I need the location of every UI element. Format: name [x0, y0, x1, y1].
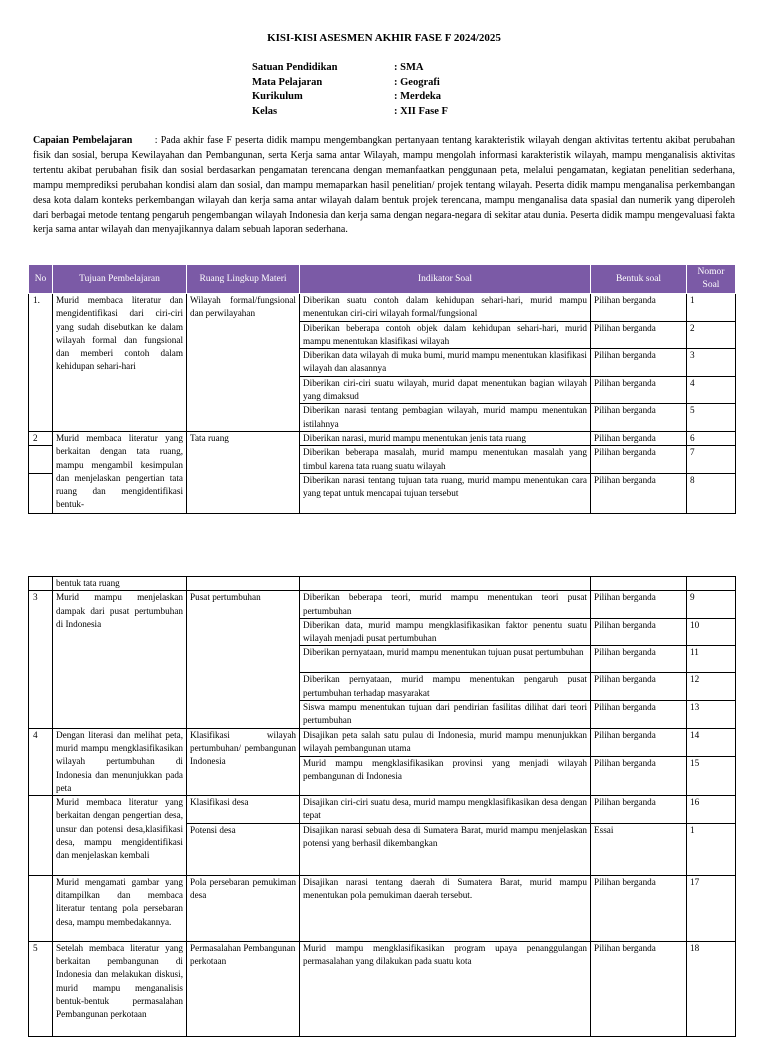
nomor-cell: 13 — [687, 701, 736, 729]
nomor-cell: 1 — [687, 294, 736, 322]
ruang-lingkup-cell: Pola persebaran pemukiman desa — [187, 875, 300, 941]
header-no: No — [29, 265, 53, 294]
indikator-cell: Diberikan beberapa teori, murid mampu menentukan teori pusat pertumbuhan — [300, 591, 591, 619]
nomor-cell: 3 — [687, 349, 736, 377]
nomor-cell: 1 — [687, 823, 736, 875]
bentuk-cell: Pilihan berganda — [591, 646, 687, 673]
row-number: 4 — [29, 728, 53, 795]
tujuan-cell: Dengan literasi dan melihat peta, murid mampu mengklasifikasikan wilayah pertumbuhan di Indonesia dan menunjukkan pada peta — [53, 728, 187, 795]
meta-value: : Merdeka — [394, 91, 441, 102]
tujuan-cell: Setelah membaca literatur yang berkaitan pembangunan di Indonesia dan melakukan diskusi, murid mampu menganalisis bentuk-bentuk permasalahan Pembangunan perkotaan — [53, 941, 187, 1036]
ruang-lingkup-cell: Potensi desa — [187, 823, 300, 875]
indikator-cell: Diberikan beberapa contoh objek dalam kehidupan sehari-hari, murid mampu menentukan klasifikasi wilayah — [300, 321, 591, 349]
table-header-row — [29, 265, 736, 294]
header-bentuk: Bentuk soal — [591, 265, 687, 294]
table-row — [29, 728, 736, 756]
capaian-pembelajaran — [33, 134, 735, 238]
nomor-cell: 5 — [687, 404, 736, 432]
table-row — [29, 577, 736, 591]
indikator-cell: Diberikan narasi tentang tujuan tata ruang, murid mampu menentukan cara yang tepat untuk mencapai tujuan tersebut — [300, 473, 591, 513]
nomor-cell: 12 — [687, 673, 736, 701]
document-meta — [252, 62, 448, 120]
table-row — [29, 591, 736, 619]
capaian-text: : Pada akhir fase F peserta didik mampu mengembangkan pertanyaan tentang karakteristik wilayah dengan aktivitas tertentu akibat perubahan fisik dan sosial, berupa Kewilayahan dan Pembangunan, serta Kerja sama antar Wilayah, mampu mengolah informasi karakteristik wilayah, mampu menganalisis aktivitas tertentu akibat perubahan fisik dan sosial berdasarkan pengamatan terencana dengan memanfaatkan penggunaan peta, melalui pengamatan, kegiatan penelitian sederhana, mampu memprediksi perubahan kondisi alam dan sosial, dan mampu memaparkan hasil penelitian/ projek tentang wilayah. Peserta didik mampu menganalisa perkembangan desa kota dalam konteks perkembangan wilayah dan kerja sama antar wilayah dalam bentuk projek terencana, mampu menganalisa data spasial dan numerik yang diperoleh dari berbagai metode tentang pengaruh pengembangan wilayah Indonesia dan kerja sama dengan negara-negara di sekitar atau dunia. Peserta didik mampu mengevaluasi fakta kerja sama antar wilayah dan menyajikannya dalam sebuah laporan sederhana. — [33, 135, 736, 236]
ruang-lingkup-cell: Klasifikasi wilayah pertumbuhan/ pembangunan Indonesia — [187, 728, 300, 795]
bentuk-cell: Pilihan berganda — [591, 728, 687, 756]
table-row — [29, 431, 736, 445]
meta-row-satuan — [252, 62, 448, 77]
tujuan-cell: Murid membaca literatur yang berkaitan dengan tata ruang, mampu mengambil kesimpulan dan menjelaskan pengertian tata ruang dan mengidentifikasi bentuk- — [53, 431, 187, 513]
bentuk-cell: Pilihan berganda — [591, 321, 687, 349]
indikator-cell: Diberikan suatu contoh dalam kehidupan sehari-hari, murid mampu menentukan ciri-ciri wilayah formal/fungsional — [300, 294, 591, 322]
meta-value: : SMA — [394, 62, 424, 73]
row-number: 2 — [29, 431, 53, 445]
table-row — [29, 875, 736, 941]
tujuan-cell-continued: bentuk tata ruang — [53, 577, 187, 591]
header-indikator: Indikator Soal — [300, 265, 591, 294]
nomor-cell: 10 — [687, 618, 736, 646]
indikator-cell: Siswa mampu menentukan tujuan dari pendirian fasilitas dilihat dari teori pertumbuhan — [300, 701, 591, 729]
nomor-cell: 17 — [687, 875, 736, 941]
nomor-cell: 14 — [687, 728, 736, 756]
meta-value: : XII Fase F — [394, 105, 448, 117]
indikator-cell: Diberikan pernyataan, murid mampu menentukan tujuan pusat pertumbuhan — [300, 646, 591, 673]
indikator-cell: Diberikan ciri-ciri suatu wilayah, murid dapat menentukan bagian wilayah yang dimaksud — [300, 376, 591, 404]
meta-key: Satuan Pendidikan — [252, 62, 338, 73]
indikator-cell: Disajikan narasi tentang daerah di Sumatera Barat, murid mampu menentukan pola pemukiman daerah tersebut. — [300, 875, 591, 941]
table-row — [29, 796, 736, 824]
bentuk-cell: Pilihan berganda — [591, 701, 687, 729]
nomor-cell: 15 — [687, 756, 736, 796]
nomor-cell: 7 — [687, 446, 736, 474]
header-nomor: Nomor Soal — [687, 265, 736, 294]
bentuk-cell: Pilihan berganda — [591, 404, 687, 432]
table-row — [29, 941, 736, 1036]
indikator-cell: Disajikan ciri-ciri suatu desa, murid mampu mengklasifikasikan desa dengan tepat — [300, 796, 591, 824]
row-number: 3 — [29, 591, 53, 728]
bentuk-cell: Pilihan berganda — [591, 376, 687, 404]
ruang-lingkup-cell: Pusat pertumbuhan — [187, 591, 300, 728]
nomor-cell: 11 — [687, 646, 736, 673]
empty-cell — [687, 577, 736, 591]
empty-cell — [29, 577, 53, 591]
empty-cell — [29, 473, 53, 513]
bentuk-cell: Pilihan berganda — [591, 473, 687, 513]
bentuk-cell: Pilihan berganda — [591, 796, 687, 824]
bentuk-cell: Pilihan berganda — [591, 446, 687, 474]
indikator-cell: Diberikan data, murid mampu mengklasifikasikan faktor penentu suatu wilayah menjadi pusat pertumbuhan — [300, 618, 591, 646]
indikator-cell: Diberikan data wilayah di muka bumi, murid mampu menentukan klasifikasi wilayah dan alasannya — [300, 349, 591, 377]
bentuk-cell: Pilihan berganda — [591, 294, 687, 322]
indikator-cell: Diberikan beberapa masalah, murid mampu menentukan masalah yang timbul karena tata ruang suatu wilayah — [300, 446, 591, 474]
bentuk-cell: Pilihan berganda — [591, 618, 687, 646]
meta-key: Kurikulum — [252, 91, 303, 102]
ruang-lingkup-cell: Wilayah formal/fungsional dan perwilayahan — [187, 294, 300, 432]
document-title: KISI-KISI ASESMEN AKHIR FASE F 2024/2025 — [267, 32, 501, 44]
meta-key: Kelas — [252, 105, 278, 117]
bentuk-cell: Pilihan berganda — [591, 756, 687, 796]
meta-row-kelas — [252, 106, 448, 121]
indikator-cell: Diberikan pernyataan, murid mampu menentukan pengaruh pusat pertumbuhan terhadap masyarakat — [300, 673, 591, 701]
nomor-cell: 9 — [687, 591, 736, 619]
nomor-cell: 16 — [687, 796, 736, 824]
tujuan-cell: Murid mengamati gambar yang ditampilkan dan membaca literatur tentang pola persebaran desa, mampu membedakannya. — [53, 875, 187, 941]
header-tujuan: Tujuan Pembelajaran — [53, 265, 187, 294]
kisi-kisi-table-page-1 — [28, 264, 736, 514]
ruang-lingkup-cell: Tata ruang — [187, 431, 300, 513]
row-number: 1. — [29, 294, 53, 432]
indikator-cell: Disajikan peta salah satu pulau di Indonesia, murid mampu menunjukkan wilayah pembangunan utama — [300, 728, 591, 756]
indikator-cell: Disajikan narasi sebuah desa di Sumatera Barat, murid mampu menjelaskan potensi yang berhasil dikembangkan — [300, 823, 591, 875]
kisi-kisi-table-page-2 — [28, 576, 736, 1037]
ruang-lingkup-cell: Permasalahan Pembangunan perkotaan — [187, 941, 300, 1036]
bentuk-cell: Pilihan berganda — [591, 349, 687, 377]
meta-key: Mata Pelajaran — [252, 76, 323, 88]
ruang-lingkup-cell: Klasifikasi desa — [187, 796, 300, 824]
nomor-cell: 6 — [687, 431, 736, 445]
bentuk-cell: Pilihan berganda — [591, 591, 687, 619]
empty-cell — [29, 796, 53, 876]
header-ruang-lingkup: Ruang Lingkup Materi — [187, 265, 300, 294]
meta-row-mapel — [252, 77, 448, 92]
indikator-cell: Diberikan narasi, murid mampu menentukan jenis tata ruang — [300, 431, 591, 445]
bentuk-cell: Pilihan berganda — [591, 673, 687, 701]
meta-value: : Geografi — [394, 76, 440, 88]
bentuk-cell: Essai — [591, 823, 687, 875]
indikator-cell: Diberikan narasi tentang pembagian wilayah, murid mampu menentukan istilahnya — [300, 404, 591, 432]
row-number: 5 — [29, 941, 53, 1036]
tujuan-cell: Murid membaca literatur yang berkaitan dengan pengertian desa, unsur dan potensi desa,klasifikasi desa, mampu mengidentifikasi dan menjelaskan kembali — [53, 796, 187, 876]
bentuk-cell: Pilihan berganda — [591, 875, 687, 941]
tujuan-cell: Murid mampu menjelaskan dampak dari pusat pertumbuhan di Indonesia — [53, 591, 187, 728]
indikator-cell: Murid mampu mengklasifikasikan program upaya penanggulangan permasalahan yang dilakukan pada suatu kota — [300, 941, 591, 1036]
meta-row-kurikulum — [252, 91, 448, 106]
empty-cell — [300, 577, 591, 591]
indikator-cell: Murid mampu mengklasifikasikan provinsi yang menjadi wilayah pembangunan di Indonesia — [300, 756, 591, 796]
nomor-cell: 2 — [687, 321, 736, 349]
nomor-cell: 8 — [687, 473, 736, 513]
nomor-cell: 18 — [687, 941, 736, 1036]
tujuan-cell: Murid membaca literatur dan mengidentifikasi dari ciri-ciri yang sudah disebutkan ke dalam wilayah formal dan fungsional dan memberi contoh dalam kehidupan sehari-hari — [53, 294, 187, 432]
empty-cell — [29, 446, 53, 474]
nomor-cell: 4 — [687, 376, 736, 404]
capaian-label: Capaian Pembelajaran — [33, 135, 133, 146]
empty-cell — [591, 577, 687, 591]
bentuk-cell: Pilihan berganda — [591, 431, 687, 445]
table-row — [29, 294, 736, 322]
bentuk-cell: Pilihan berganda — [591, 941, 687, 1036]
empty-cell — [187, 577, 300, 591]
empty-cell — [29, 875, 53, 941]
